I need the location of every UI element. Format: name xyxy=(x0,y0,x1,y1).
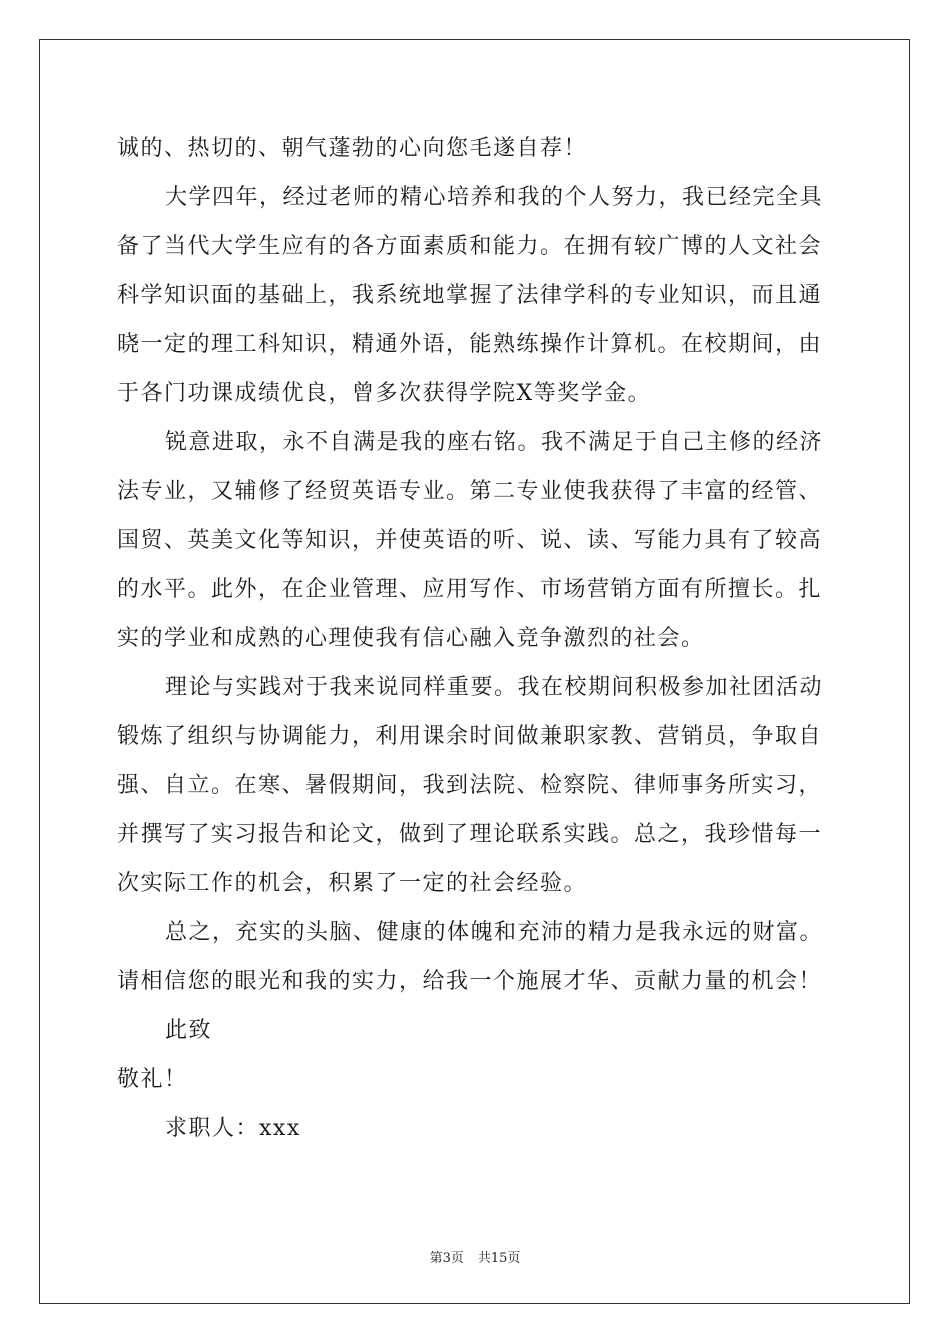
letter-line: 锻炼了组织与协调能力，利用课余时间做兼职家教、营销员，争取自 xyxy=(117,724,823,749)
letter-line: 法专业，又辅修了经贸英语专业。第二专业使我获得了丰富的经管、 xyxy=(117,479,823,504)
page-total: 共15页 xyxy=(477,1251,521,1266)
letter-line: 大学四年，经过老师的精心培养和我的个人努力，我已经完全具 xyxy=(165,185,824,210)
letter-line: 理论与实践对于我来说同样重要。我在校期间积极参加社团活动 xyxy=(165,675,824,700)
letter-line: 的水平。此外，在企业管理、应用写作、市场营销方面有所擅长。扎 xyxy=(117,577,823,602)
closing-salutation: 此致 xyxy=(165,1018,213,1043)
letter-line: 总之，充实的头脑、健康的体魄和充沛的精力是我永远的财富。 xyxy=(165,920,824,945)
letter-line: 备了当代大学生应有的各方面素质和能力。在拥有较广博的人文社会 xyxy=(117,234,823,259)
page-number: 第3页 xyxy=(429,1251,464,1266)
letter-line: 于各门功课成绩优良，曾多次获得学院X等奖学金。 xyxy=(117,381,652,406)
letter-line: 科学知识面的基础上，我系统地掌握了法律学科的专业知识，而且通 xyxy=(117,283,823,308)
letter-line: 晓一定的理工科知识，精通外语，能熟练操作计算机。在校期间，由 xyxy=(117,332,823,357)
letter-line: 请相信您的眼光和我的实力，给我一个施展才华、贡献力量的机会！ xyxy=(117,969,823,994)
signature-line: 求职人：xxx xyxy=(165,1116,301,1141)
letter-body xyxy=(117,124,837,1153)
letter-line: 国贸、英美文化等知识，并使英语的听、说、读、写能力具有了较高 xyxy=(117,528,823,553)
letter-line: 实的学业和成熟的心理使我有信心融入竞争激烈的社会。 xyxy=(117,626,705,651)
letter-line: 强、自立。在寒、暑假期间，我到法院、检察院、律师事务所实习， xyxy=(117,773,823,798)
page-footer xyxy=(0,1247,950,1266)
letter-line: 并撰写了实习报告和论文，做到了理论联系实践。总之，我珍惜每一 xyxy=(117,822,823,847)
letter-line: 次实际工作的机会，积累了一定的社会经验。 xyxy=(117,871,588,896)
closing-regards: 敬礼！ xyxy=(117,1067,188,1092)
letter-line: 诚的、热切的、朝气蓬勃的心向您毛遂自荐！ xyxy=(117,136,588,161)
letter-line: 锐意进取，永不自满是我的座右铭。我不满足于自己主修的经济 xyxy=(165,430,824,455)
